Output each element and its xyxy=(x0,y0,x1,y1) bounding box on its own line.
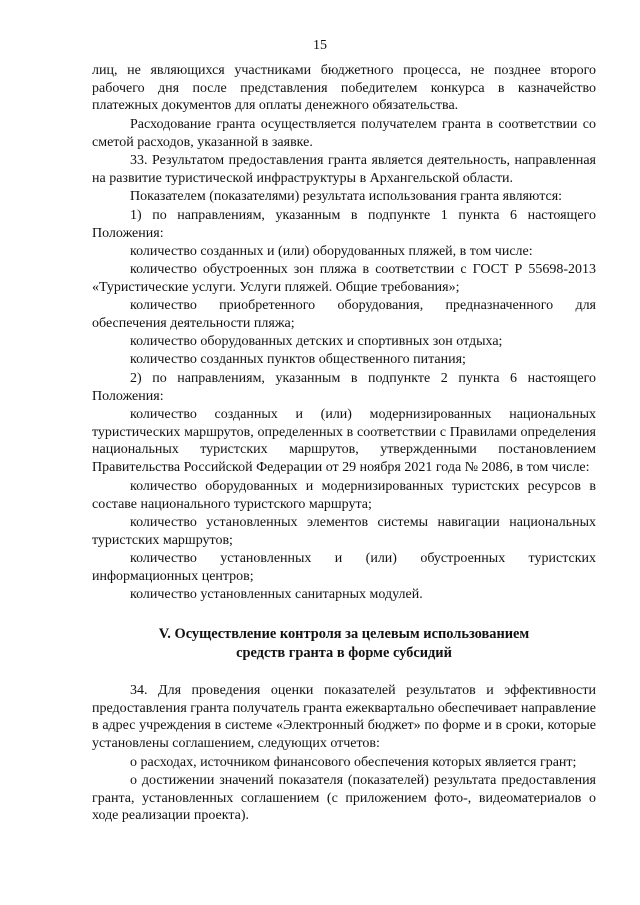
paragraph: лиц, не являющихся участниками бюджетного процесса, не позднее второго рабочего дня после представления победителем конкурса в казначейство платежных документов для оплаты денежного обязательства. xyxy=(92,63,596,114)
paragraph: количество оборудованных и модернизированных туристских ресурсов в составе национального туристского маршрута; xyxy=(92,479,596,512)
paragraph: количество обустроенных зон пляжа в соответствии с ГОСТ Р 55698-2013 «Туристические услуги. Услуги пляжей. Общие требования»; xyxy=(92,262,596,295)
paragraph: 33. Результатом предоставления гранта является деятельность, направленная на развитие туристической инфраструктуры в Архангельской области. xyxy=(92,153,596,186)
section-heading-line: V. Осуществление контроля за целевым использованием xyxy=(158,626,530,642)
paragraph: количество созданных пунктов общественного питания; xyxy=(130,352,466,367)
paragraph: о расходах, источником финансового обеспечения которых является грант; xyxy=(130,755,577,770)
paragraph: количество установленных и (или) обустроенных туристских информационных центров; xyxy=(92,551,596,584)
section-heading xyxy=(92,625,596,663)
paragraph: о достижении значений показателя (показателей) результата предоставления гранта, установленных соглашением (с приложением фото-, видеоматериалов о ходе реализации проекта). xyxy=(92,773,596,824)
paragraph: количество созданных и (или) оборудованных пляжей, в том числе: xyxy=(130,244,533,259)
paragraph: Показателем (показателями) результата использования гранта являются: xyxy=(130,189,563,204)
paragraph: Расходование гранта осуществляется получателем гранта в соответствии со сметой расходов, указанной в заявке. xyxy=(92,117,596,150)
paragraph: количество созданных и (или) модернизированных национальных туристических маршрутов, определенных в соответствии с Правилами определения национальных туристских маршрутов, утвержденными постановлением Правительства Российской Федерации от 29 ноября 2021 года № 2086, в том числе: xyxy=(92,407,596,475)
paragraph: 34. Для проведения оценки показателей результатов и эффективности предоставления гранта получатель гранта ежеквартально обеспечивает направление в адрес учреждения в системе «Электронный бюджет» по форме и в сроки, которые установлены соглашением, следующих отчетов: xyxy=(92,683,596,751)
section-heading-line: средств гранта в форме субсидий xyxy=(236,645,452,661)
paragraph: количество установленных санитарных модулей. xyxy=(130,587,423,602)
paragraph: 2) по направлениям, указанным в подпункте 2 пункта 6 настоящего Положения: xyxy=(92,371,596,404)
paragraph: количество оборудованных детских и спортивных зон отдыха; xyxy=(130,334,503,349)
page-number: 15 xyxy=(313,38,327,53)
paragraph: 1) по направлениям, указанным в подпункте 1 пункта 6 настоящего Положения: xyxy=(92,208,596,241)
paragraph: количество приобретенного оборудования, предназначенного для обеспечения деятельности пляжа; xyxy=(92,298,596,331)
paragraph: количество установленных элементов системы навигации национальных туристских маршрутов; xyxy=(92,515,596,548)
